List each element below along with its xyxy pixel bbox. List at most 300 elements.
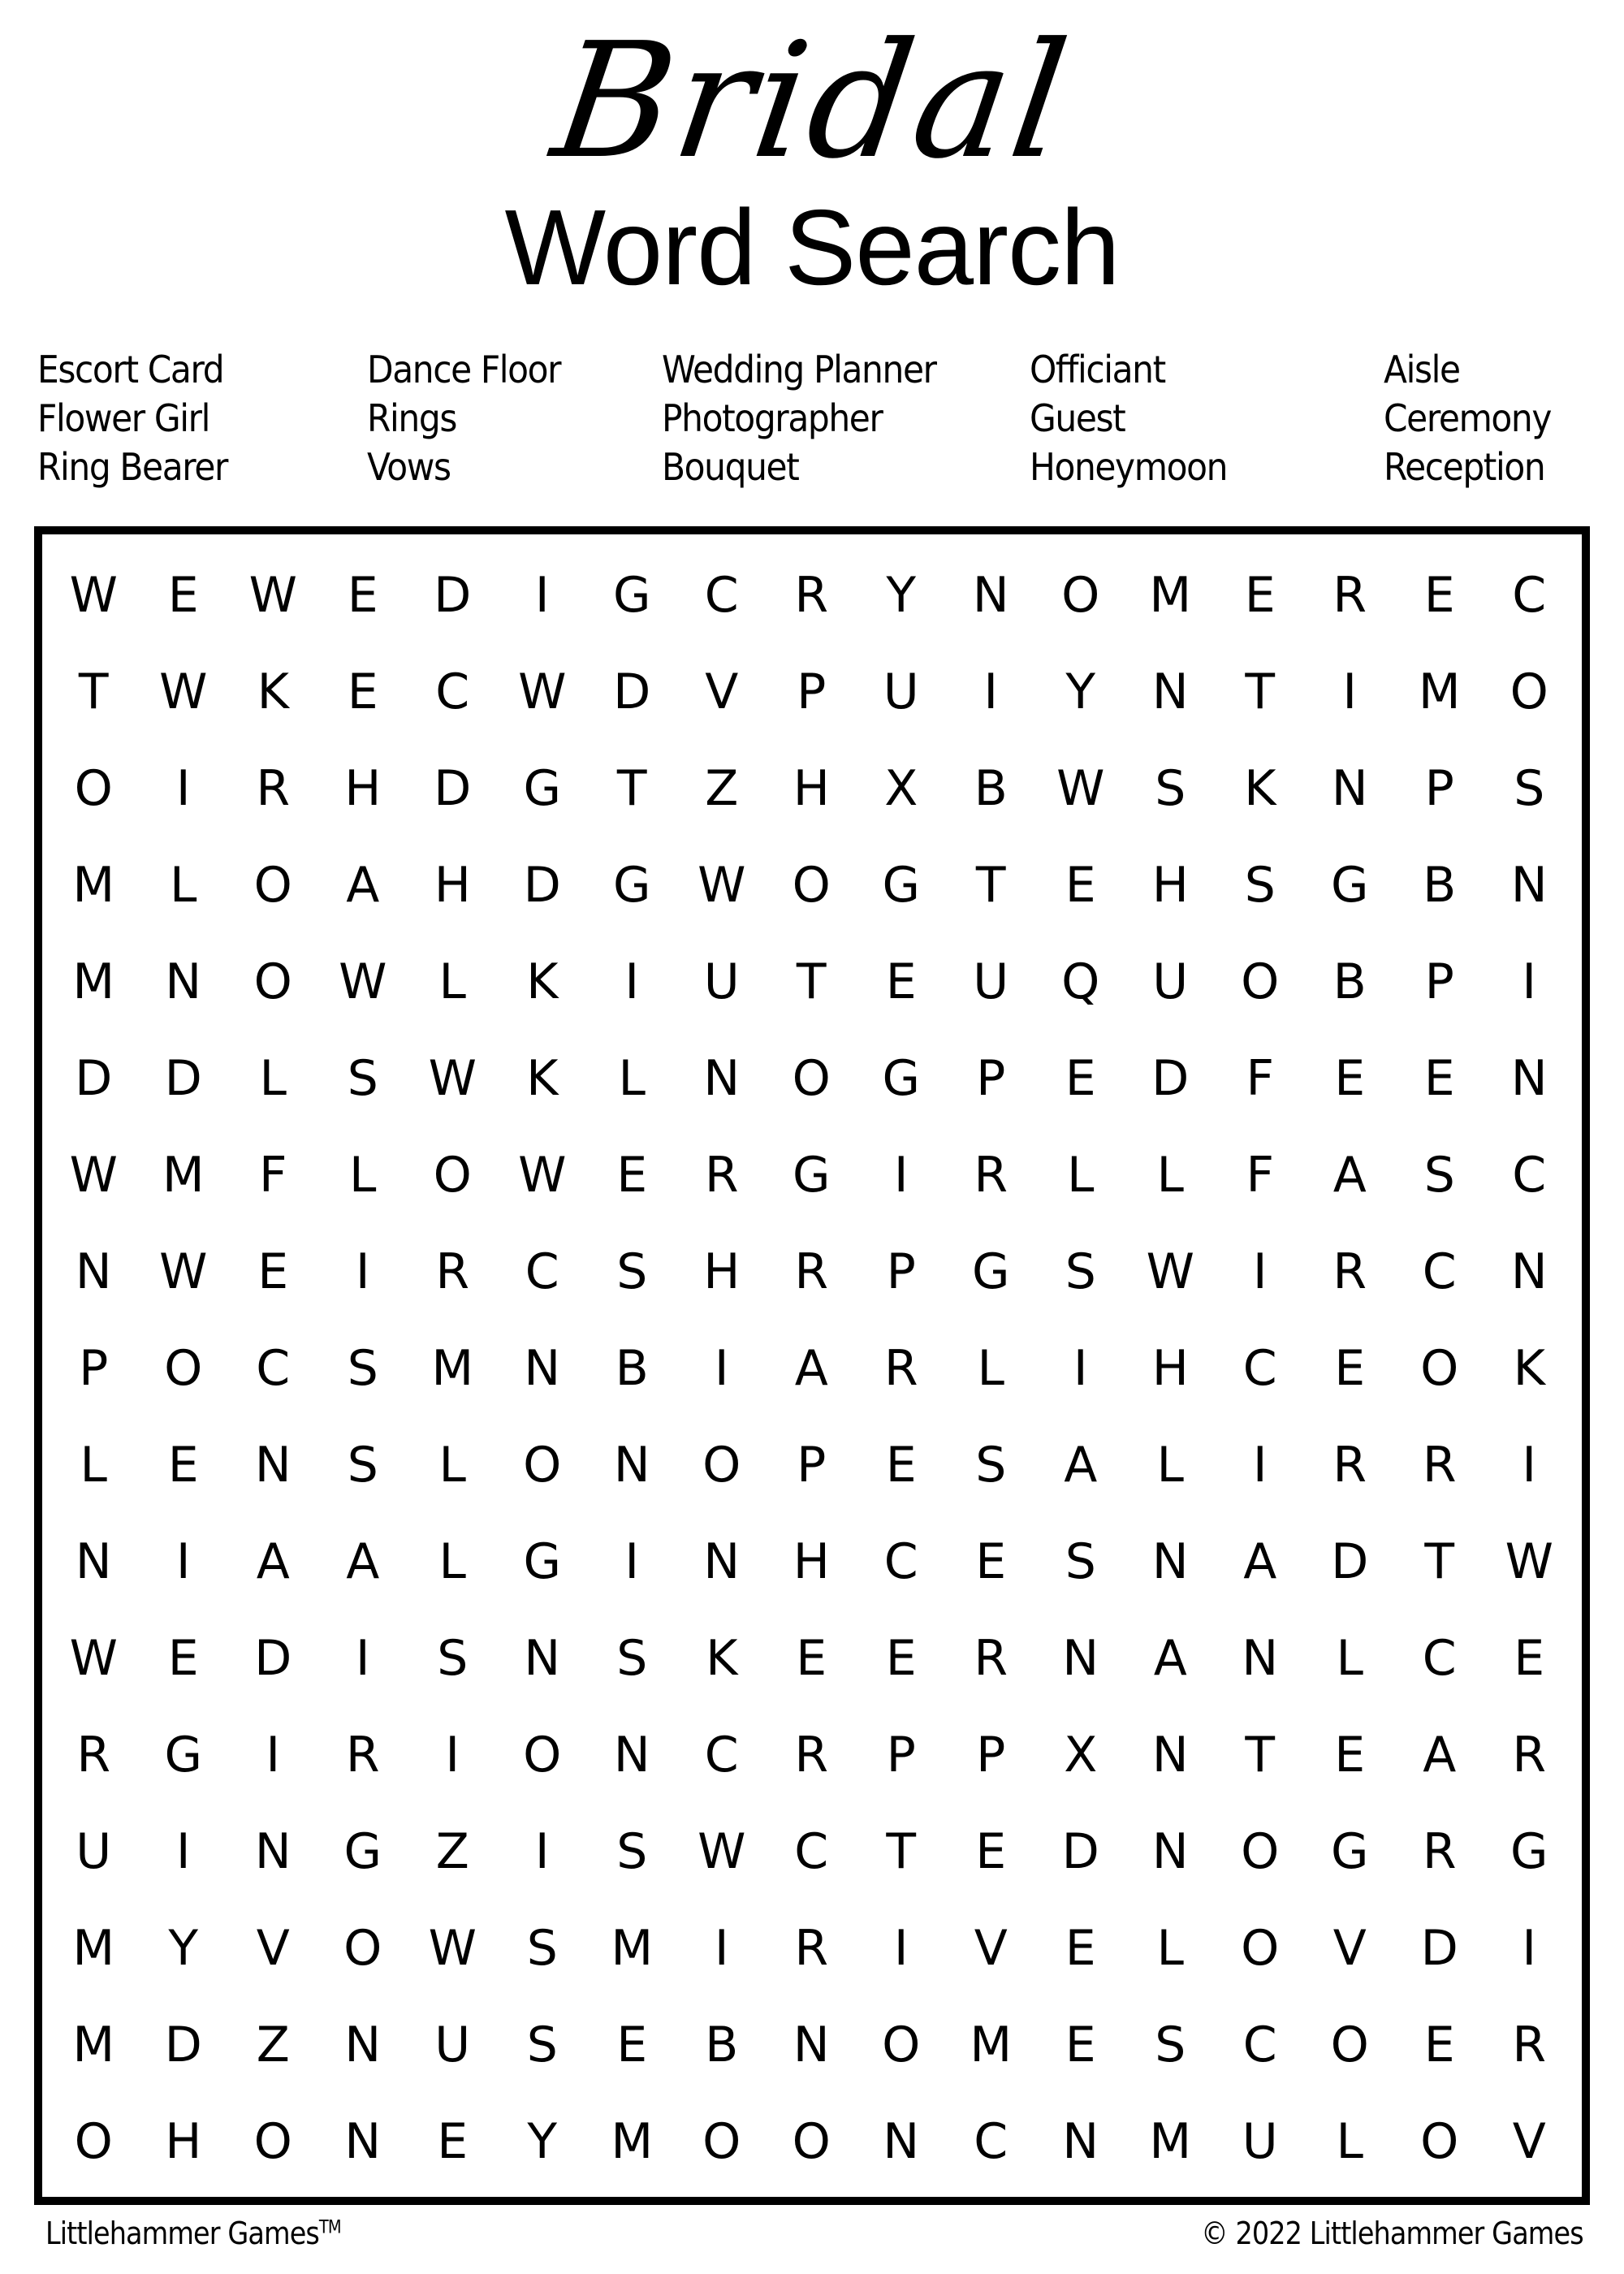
- grid-cell[interactable]: E: [616, 1147, 648, 1204]
- grid-cell[interactable]: N: [1510, 1050, 1548, 1107]
- grid-cell[interactable]: T: [975, 857, 1006, 914]
- grid-cell[interactable]: H: [1151, 1340, 1189, 1397]
- grid-cell[interactable]: E: [1423, 567, 1455, 624]
- grid-cell[interactable]: D: [75, 1050, 113, 1107]
- grid-cell[interactable]: N: [254, 1823, 292, 1880]
- grid-cell[interactable]: G: [523, 760, 561, 817]
- grid-cell[interactable]: S: [1514, 760, 1545, 817]
- grid-cell[interactable]: M: [1418, 664, 1461, 720]
- grid-cell[interactable]: E: [1334, 1727, 1366, 1783]
- grid-cell[interactable]: F: [1246, 1147, 1274, 1204]
- grid-cell[interactable]: E: [1423, 1050, 1455, 1107]
- grid-cell[interactable]: F: [1246, 1050, 1274, 1107]
- grid-cell[interactable]: P: [976, 1727, 1006, 1783]
- grid-cell[interactable]: W: [518, 1147, 567, 1204]
- grid-cell[interactable]: O: [1241, 1920, 1280, 1977]
- grid-cell[interactable]: D: [164, 1050, 202, 1107]
- grid-cell[interactable]: W: [69, 1147, 118, 1204]
- grid-cell[interactable]: L: [438, 953, 466, 1010]
- grid-cell[interactable]: T: [796, 953, 827, 1010]
- grid-cell[interactable]: O: [792, 857, 831, 914]
- grid-cell[interactable]: L: [618, 1050, 646, 1107]
- grid-cell[interactable]: A: [1243, 1533, 1277, 1590]
- grid-cell[interactable]: G: [1331, 857, 1369, 914]
- grid-cell[interactable]: S: [526, 2017, 558, 2073]
- grid-cell[interactable]: H: [165, 2113, 202, 2170]
- grid-cell[interactable]: P: [797, 1437, 827, 1494]
- grid-cell[interactable]: I: [714, 1920, 729, 1977]
- grid-cell[interactable]: O: [792, 1050, 831, 1107]
- grid-cell[interactable]: A: [1064, 1437, 1098, 1494]
- grid-cell[interactable]: O: [702, 2113, 741, 2170]
- grid-cell[interactable]: T: [78, 664, 109, 720]
- grid-cell[interactable]: I: [175, 1823, 191, 1880]
- grid-cell[interactable]: O: [1330, 2017, 1369, 2073]
- grid-cell[interactable]: S: [1155, 2017, 1186, 2073]
- grid-cell[interactable]: A: [346, 857, 380, 914]
- grid-cell[interactable]: R: [794, 1920, 829, 1977]
- grid-cell[interactable]: A: [794, 1340, 828, 1397]
- grid-cell[interactable]: I: [175, 760, 191, 817]
- grid-cell[interactable]: Y: [168, 1920, 199, 1977]
- grid-cell[interactable]: M: [72, 953, 115, 1010]
- grid-cell[interactable]: N: [1062, 2113, 1099, 2170]
- grid-cell[interactable]: I: [445, 1727, 460, 1783]
- grid-cell[interactable]: P: [1424, 760, 1454, 817]
- grid-cell[interactable]: I: [1342, 664, 1358, 720]
- grid-cell[interactable]: I: [893, 1147, 909, 1204]
- grid-cell[interactable]: S: [1155, 760, 1186, 817]
- grid-cell[interactable]: S: [1065, 1533, 1096, 1590]
- grid-cell[interactable]: N: [1331, 760, 1368, 817]
- grid-cell[interactable]: I: [624, 953, 640, 1010]
- grid-cell[interactable]: H: [344, 760, 382, 817]
- grid-cell[interactable]: E: [885, 1437, 917, 1494]
- grid-cell[interactable]: E: [167, 1437, 199, 1494]
- grid-cell[interactable]: N: [883, 2113, 920, 2170]
- grid-cell[interactable]: E: [347, 567, 378, 624]
- grid-cell[interactable]: W: [1505, 1533, 1553, 1590]
- grid-cell[interactable]: U: [1242, 2113, 1278, 2170]
- grid-cell[interactable]: O: [1510, 664, 1548, 720]
- grid-cell[interactable]: S: [347, 1050, 378, 1107]
- grid-cell[interactable]: Y: [1065, 664, 1096, 720]
- grid-cell[interactable]: B: [1423, 857, 1457, 914]
- grid-cell[interactable]: Q: [1061, 953, 1100, 1010]
- grid-cell[interactable]: V: [705, 664, 739, 720]
- grid-cell[interactable]: R: [794, 1727, 829, 1783]
- grid-cell[interactable]: N: [344, 2017, 382, 2073]
- grid-cell[interactable]: P: [79, 1340, 109, 1397]
- grid-cell[interactable]: L: [259, 1050, 287, 1107]
- word-list-item: Photographer: [662, 396, 883, 440]
- grid-cell[interactable]: W: [1146, 1243, 1194, 1300]
- grid-cell[interactable]: K: [706, 1630, 738, 1687]
- grid-cell[interactable]: H: [703, 1243, 741, 1300]
- grid-cell[interactable]: O: [1420, 2113, 1459, 2170]
- grid-cell[interactable]: R: [794, 567, 829, 624]
- grid-cell[interactable]: O: [343, 1920, 382, 1977]
- grid-cell[interactable]: U: [434, 2017, 471, 2073]
- grid-cell[interactable]: L: [349, 1147, 377, 1204]
- grid-cell[interactable]: N: [524, 1630, 561, 1687]
- grid-cell[interactable]: E: [347, 664, 378, 720]
- grid-cell[interactable]: N: [1151, 1533, 1189, 1590]
- grid-cell[interactable]: Z: [256, 2017, 290, 2073]
- grid-cell[interactable]: E: [975, 1823, 1007, 1880]
- grid-cell[interactable]: D: [1061, 1823, 1099, 1880]
- grid-cell[interactable]: E: [1065, 1050, 1096, 1107]
- grid-cell[interactable]: D: [164, 2017, 202, 2073]
- grid-cell[interactable]: C: [1242, 2017, 1277, 2073]
- grid-cell[interactable]: L: [80, 1437, 107, 1494]
- grid-cell[interactable]: U: [703, 953, 740, 1010]
- grid-cell[interactable]: D: [434, 760, 472, 817]
- grid-cell[interactable]: N: [344, 2113, 382, 2170]
- grid-cell[interactable]: G: [613, 857, 651, 914]
- grid-cell[interactable]: I: [175, 1533, 191, 1590]
- grid-cell[interactable]: U: [973, 953, 1009, 1010]
- grid-cell[interactable]: L: [1156, 1920, 1184, 1977]
- grid-cell[interactable]: H: [793, 1533, 830, 1590]
- grid-cell[interactable]: P: [1424, 953, 1454, 1010]
- grid-cell[interactable]: N: [524, 1340, 561, 1397]
- grid-cell[interactable]: R: [1422, 1823, 1457, 1880]
- grid-cell[interactable]: H: [793, 760, 830, 817]
- grid-cell[interactable]: O: [253, 2113, 292, 2170]
- grid-cell[interactable]: O: [253, 857, 292, 914]
- grid-cell[interactable]: N: [1510, 857, 1548, 914]
- grid-cell[interactable]: L: [1067, 1147, 1095, 1204]
- grid-cell[interactable]: C: [974, 2113, 1009, 2170]
- grid-cell[interactable]: U: [76, 1823, 112, 1880]
- grid-cell[interactable]: A: [1423, 1727, 1457, 1783]
- grid-cell[interactable]: O: [792, 2113, 831, 2170]
- grid-cell[interactable]: U: [883, 664, 919, 720]
- grid-cell[interactable]: Y: [886, 567, 917, 624]
- grid-cell[interactable]: R: [974, 1630, 1009, 1687]
- grid-cell[interactable]: B: [705, 2017, 739, 2073]
- grid-cell[interactable]: L: [1336, 2113, 1363, 2170]
- grid-cell[interactable]: D: [254, 1630, 292, 1687]
- grid-cell[interactable]: P: [976, 1050, 1006, 1107]
- word-list-item: Honeymoon: [1030, 445, 1228, 489]
- grid-cell[interactable]: I: [983, 664, 999, 720]
- grid-cell[interactable]: K: [526, 953, 559, 1010]
- grid-cell[interactable]: I: [266, 1727, 281, 1783]
- grid-cell[interactable]: W: [698, 1823, 746, 1880]
- grid-cell[interactable]: N: [972, 567, 1009, 624]
- grid-cell[interactable]: N: [613, 1727, 650, 1783]
- grid-cell[interactable]: B: [974, 760, 1008, 817]
- grid-cell[interactable]: O: [253, 953, 292, 1010]
- grid-cell[interactable]: L: [438, 1437, 466, 1494]
- grid-cell[interactable]: D: [1151, 1050, 1190, 1107]
- grid-cell[interactable]: K: [257, 664, 289, 720]
- grid-cell[interactable]: C: [1512, 1147, 1547, 1204]
- grid-cell[interactable]: M: [72, 857, 115, 914]
- grid-cell[interactable]: E: [975, 1533, 1007, 1590]
- grid-cell[interactable]: S: [1244, 857, 1276, 914]
- word-list-item: Escort Card: [37, 348, 224, 391]
- grid-cell[interactable]: A: [346, 1533, 380, 1590]
- grid-cell[interactable]: I: [355, 1630, 370, 1687]
- grid-cell[interactable]: O: [74, 2113, 113, 2170]
- grid-cell[interactable]: O: [1241, 953, 1280, 1010]
- grid-cell[interactable]: S: [1065, 1243, 1096, 1300]
- grid-cell[interactable]: B: [1332, 953, 1367, 1010]
- grid-cell[interactable]: P: [886, 1243, 916, 1300]
- grid-cell[interactable]: I: [893, 1920, 909, 1977]
- grid-cell[interactable]: E: [167, 1630, 199, 1687]
- grid-cell[interactable]: C: [435, 664, 470, 720]
- grid-cell[interactable]: O: [882, 2017, 921, 2073]
- grid-cell[interactable]: D: [613, 664, 651, 720]
- grid-cell[interactable]: W: [698, 857, 746, 914]
- grid-cell[interactable]: G: [613, 567, 651, 624]
- grid-cell[interactable]: R: [1512, 2017, 1547, 2073]
- grid-cell[interactable]: O: [74, 760, 113, 817]
- word-list-column: [1030, 345, 1244, 491]
- grid-cell[interactable]: T: [1245, 664, 1276, 720]
- grid-cell[interactable]: O: [523, 1437, 562, 1494]
- grid-cell[interactable]: O: [523, 1727, 562, 1783]
- grid-cell[interactable]: E: [1244, 567, 1276, 624]
- grid-cell[interactable]: C: [1242, 1340, 1277, 1397]
- grid-cell[interactable]: N: [165, 953, 202, 1010]
- grid-cell[interactable]: G: [1331, 1823, 1369, 1880]
- grid-cell[interactable]: V: [1512, 2113, 1546, 2170]
- grid-cell[interactable]: T: [1245, 1727, 1276, 1783]
- grid-cell[interactable]: N: [75, 1243, 112, 1300]
- grid-cell[interactable]: O: [702, 1437, 741, 1494]
- grid-cell[interactable]: E: [1065, 1920, 1096, 1977]
- grid-cell[interactable]: D: [434, 567, 472, 624]
- word-list-item: Ring Bearer: [37, 445, 228, 489]
- grid-cell[interactable]: N: [703, 1533, 741, 1590]
- grid-cell[interactable]: I: [1522, 1437, 1537, 1494]
- grid-cell[interactable]: G: [972, 1243, 1010, 1300]
- grid-cell[interactable]: I: [714, 1340, 729, 1397]
- grid-cell[interactable]: V: [1332, 1920, 1367, 1977]
- grid-cell[interactable]: N: [613, 1437, 650, 1494]
- grid-cell[interactable]: R: [1512, 1727, 1547, 1783]
- grid-cell[interactable]: K: [1513, 1340, 1545, 1397]
- grid-cell[interactable]: E: [616, 2017, 648, 2073]
- grid-cell[interactable]: R: [883, 1340, 918, 1397]
- grid-cell[interactable]: E: [167, 567, 199, 624]
- grid-cell[interactable]: T: [616, 760, 647, 817]
- grid-cell[interactable]: W: [69, 1630, 118, 1687]
- grid-cell[interactable]: U: [1152, 953, 1189, 1010]
- grid-cell[interactable]: V: [974, 1920, 1008, 1977]
- grid-cell[interactable]: I: [1073, 1340, 1088, 1397]
- grid-cell[interactable]: C: [1422, 1243, 1457, 1300]
- grid-cell[interactable]: R: [1332, 1437, 1367, 1494]
- grid-cell[interactable]: S: [437, 1630, 469, 1687]
- grid-cell[interactable]: L: [1156, 1147, 1184, 1204]
- grid-cell[interactable]: E: [1514, 1630, 1545, 1687]
- grid-cell[interactable]: N: [1242, 1630, 1279, 1687]
- grid-cell[interactable]: Z: [435, 1823, 469, 1880]
- grid-cell[interactable]: Y: [527, 2113, 558, 2170]
- grid-cell[interactable]: E: [1065, 857, 1096, 914]
- grid-cell[interactable]: C: [525, 1243, 559, 1300]
- grid-cell[interactable]: P: [797, 664, 827, 720]
- grid-cell[interactable]: S: [616, 1823, 648, 1880]
- word-list-item: Rings: [367, 396, 456, 440]
- grid-cell[interactable]: W: [159, 664, 208, 720]
- grid-cell[interactable]: P: [886, 1727, 916, 1783]
- grid-cell[interactable]: I: [1522, 953, 1537, 1010]
- grid-cell[interactable]: R: [794, 1243, 829, 1300]
- grid-cell[interactable]: G: [523, 1533, 561, 1590]
- grid-cell[interactable]: A: [256, 1533, 290, 1590]
- grid-cell[interactable]: M: [611, 1920, 654, 1977]
- grid-cell[interactable]: C: [704, 567, 739, 624]
- grid-cell[interactable]: C: [704, 1727, 739, 1783]
- grid-cell[interactable]: S: [347, 1340, 378, 1397]
- grid-cell[interactable]: S: [616, 1630, 648, 1687]
- grid-cell[interactable]: H: [1151, 857, 1189, 914]
- grid-cell[interactable]: C: [794, 1823, 829, 1880]
- grid-cell[interactable]: R: [345, 1727, 380, 1783]
- grid-cell[interactable]: N: [75, 1533, 112, 1590]
- grid-cell[interactable]: E: [885, 953, 917, 1010]
- grid-cell[interactable]: E: [796, 1630, 827, 1687]
- grid-cell[interactable]: I: [355, 1243, 370, 1300]
- grid-cell[interactable]: T: [886, 1823, 917, 1880]
- grid-cell[interactable]: K: [526, 1050, 559, 1107]
- grid-cell[interactable]: G: [1510, 1823, 1548, 1880]
- grid-cell[interactable]: T: [1424, 1533, 1455, 1590]
- grid-cell[interactable]: I: [1522, 1920, 1537, 1977]
- grid-cell[interactable]: X: [884, 760, 918, 817]
- grid-cell[interactable]: D: [523, 857, 561, 914]
- grid-cell[interactable]: N: [254, 1437, 292, 1494]
- grid-cell[interactable]: G: [882, 1050, 920, 1107]
- grid-cell[interactable]: C: [883, 1533, 918, 1590]
- grid-cell[interactable]: M: [72, 1920, 115, 1977]
- grid-cell[interactable]: M: [611, 2113, 654, 2170]
- word-list-item: Officiant: [1030, 348, 1165, 391]
- grid-cell[interactable]: N: [703, 1050, 741, 1107]
- grid-cell[interactable]: R: [1422, 1437, 1457, 1494]
- grid-cell[interactable]: M: [431, 1340, 474, 1397]
- grid-cell[interactable]: E: [437, 2113, 469, 2170]
- grid-cell[interactable]: S: [347, 1437, 378, 1494]
- grid-cell[interactable]: R: [435, 1243, 470, 1300]
- grid-cell[interactable]: L: [1156, 1437, 1184, 1494]
- grid-cell[interactable]: O: [1061, 567, 1100, 624]
- grid-cell[interactable]: G: [882, 857, 920, 914]
- grid-cell[interactable]: R: [704, 1147, 739, 1204]
- grid-cell[interactable]: Z: [705, 760, 739, 817]
- grid-cell[interactable]: E: [257, 1243, 289, 1300]
- grid-cell[interactable]: V: [256, 1920, 290, 1977]
- grid-cell[interactable]: S: [975, 1437, 1007, 1494]
- grid-cell[interactable]: R: [1332, 567, 1367, 624]
- grid-cell[interactable]: N: [1151, 1823, 1189, 1880]
- grid-cell[interactable]: N: [1151, 1727, 1189, 1783]
- grid-cell[interactable]: M: [1149, 2113, 1192, 2170]
- grid-cell[interactable]: X: [1064, 1727, 1098, 1783]
- grid-cell[interactable]: C: [1422, 1630, 1457, 1687]
- grid-cell[interactable]: W: [159, 1243, 208, 1300]
- word-list-item: Dance Floor: [367, 348, 561, 391]
- grid-cell[interactable]: G: [343, 1823, 382, 1880]
- grid-cell[interactable]: M: [162, 1147, 205, 1204]
- grid-cell[interactable]: A: [1332, 1147, 1367, 1204]
- grid-cell[interactable]: C: [1512, 567, 1547, 624]
- grid-cell[interactable]: R: [76, 1727, 111, 1783]
- grid-cell[interactable]: N: [793, 2017, 830, 2073]
- grid-cell[interactable]: L: [977, 1340, 1004, 1397]
- grid-cell[interactable]: I: [624, 1533, 640, 1590]
- grid-cell[interactable]: I: [1252, 1437, 1268, 1494]
- grid-cell[interactable]: W: [428, 1920, 477, 1977]
- grid-cell[interactable]: D: [1331, 1533, 1369, 1590]
- grid-cell[interactable]: R: [1332, 1243, 1367, 1300]
- grid-cell[interactable]: N: [1510, 1243, 1548, 1300]
- grid-cell[interactable]: L: [170, 857, 197, 914]
- word-list-item: Aisle: [1384, 348, 1460, 391]
- grid-cell[interactable]: O: [433, 1147, 472, 1204]
- grid-cell[interactable]: E: [1334, 1050, 1366, 1107]
- grid-cell[interactable]: C: [256, 1340, 291, 1397]
- grid-cell[interactable]: B: [615, 1340, 649, 1397]
- grid-cell[interactable]: H: [434, 857, 471, 914]
- grid-cell[interactable]: O: [1241, 1823, 1280, 1880]
- grid-cell[interactable]: L: [438, 1533, 466, 1590]
- grid-cell[interactable]: M: [72, 2017, 115, 2073]
- grid-cell[interactable]: A: [1153, 1630, 1187, 1687]
- grid-cell[interactable]: W: [248, 567, 297, 624]
- grid-cell[interactable]: O: [164, 1340, 203, 1397]
- grid-cell[interactable]: W: [428, 1050, 477, 1107]
- grid-cell[interactable]: D: [1420, 1920, 1458, 1977]
- grid-cell[interactable]: R: [974, 1147, 1009, 1204]
- grid-cell[interactable]: N: [1151, 664, 1189, 720]
- grid-cell[interactable]: S: [616, 1243, 648, 1300]
- grid-cell[interactable]: M: [1149, 567, 1192, 624]
- grid-cell[interactable]: K: [1244, 760, 1276, 817]
- grid-cell[interactable]: O: [1420, 1340, 1459, 1397]
- grid-cell[interactable]: F: [258, 1147, 287, 1204]
- grid-cell[interactable]: S: [1423, 1147, 1455, 1204]
- grid-cell[interactable]: I: [534, 1823, 550, 1880]
- grid-cell[interactable]: R: [256, 760, 291, 817]
- grid-cell[interactable]: S: [526, 1920, 558, 1977]
- grid-cell[interactable]: W: [339, 953, 387, 1010]
- grid-cell[interactable]: E: [1065, 2017, 1096, 2073]
- grid-cell[interactable]: W: [518, 664, 567, 720]
- grid-cell[interactable]: W: [1056, 760, 1105, 817]
- grid-cell[interactable]: E: [885, 1630, 917, 1687]
- grid-cell[interactable]: L: [1336, 1630, 1363, 1687]
- grid-cell[interactable]: E: [1423, 2017, 1455, 2073]
- grid-cell[interactable]: E: [1334, 1340, 1366, 1397]
- grid-cell[interactable]: M: [970, 2017, 1013, 2073]
- grid-cell[interactable]: W: [69, 567, 118, 624]
- word-search-grid-frame: [34, 526, 1590, 2205]
- grid-cell[interactable]: I: [534, 567, 550, 624]
- grid-cell[interactable]: N: [1062, 1630, 1099, 1687]
- grid-cell[interactable]: G: [164, 1727, 202, 1783]
- grid-cell[interactable]: I: [1252, 1243, 1268, 1300]
- grid-cell[interactable]: G: [793, 1147, 831, 1204]
- word-list: [0, 345, 1624, 508]
